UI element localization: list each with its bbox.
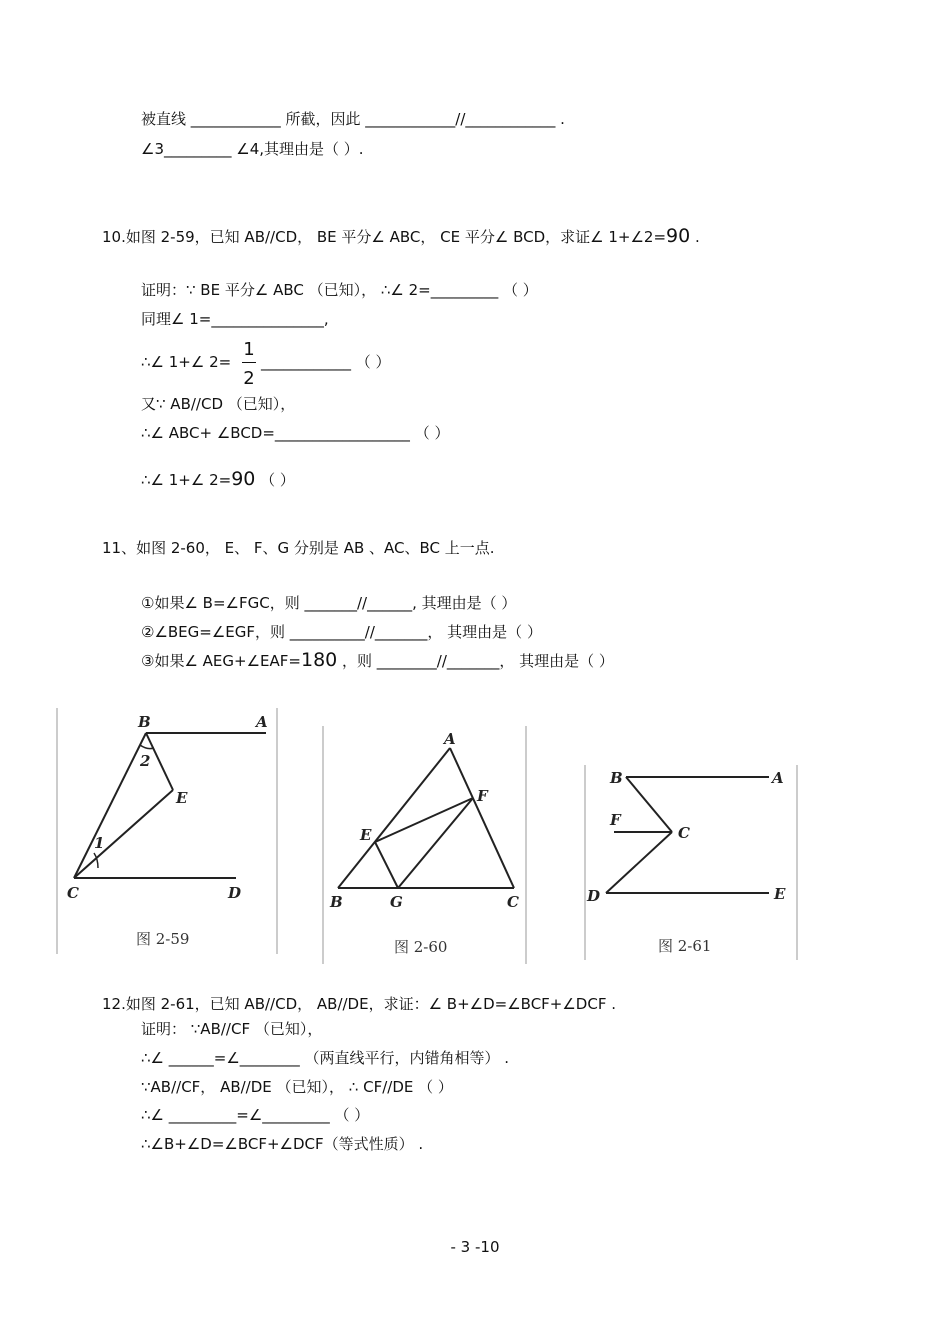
- q10-stem: [102, 226, 700, 247]
- label-D: D: [228, 884, 242, 902]
- q10-l6-text: ∴∠ 1+∠ 2=: [141, 471, 232, 489]
- label-C: C: [67, 884, 79, 902]
- q10-proof-line-1: 证明：∵ BE 平分∠ ABC （已知）， ∴∠ 2=_________ （ ）: [141, 281, 538, 299]
- q10-proof-line-3a: ∴∠ 1+∠ 2=: [141, 353, 232, 371]
- label-E: E: [176, 789, 188, 807]
- q10-stem-end: .: [690, 228, 700, 246]
- q12-proof-line-3: ∵AB//CF， AB//DE （已知）， ∴ CF//DE （ ）: [141, 1078, 453, 1096]
- label-F: F: [477, 787, 488, 805]
- fraction-numerator: 1: [243, 339, 255, 360]
- q10-stem-number: 90: [666, 225, 691, 247]
- label-G: G: [390, 893, 403, 911]
- continuation-line-1: 被直线 ____________ 所截，因此 ____________//____________ .: [141, 110, 565, 128]
- label-D: D: [587, 887, 601, 905]
- label-1: 1: [94, 834, 105, 852]
- q12-proof-line-5: ∴∠B+∠D=∠BCF+∠DCF（等式性质） .: [141, 1135, 424, 1153]
- q11-c-text: ③如果∠ AEG+∠EAF=: [141, 652, 301, 670]
- label-C: C: [507, 893, 519, 911]
- continuation-line-2: ∠3_________ ∠4,其理由是（ ）.: [141, 140, 364, 158]
- label-B: B: [330, 893, 343, 911]
- q11-c-end: ，则 ________//_______， 其理由是（ ）: [337, 652, 614, 670]
- q10-proof-line-3b: ____________ （ ）: [261, 353, 391, 371]
- q11-part-a: ①如果∠ B=∠FGC，则 _______//______, 其理由是（ ）: [141, 594, 517, 612]
- q12-proof-line-4: ∴∠ _________=∠_________ （ ）: [141, 1106, 370, 1124]
- q11-stem: 11、如图 2-60， E、 F、G 分别是 AB 、AC、BC 上一点.: [102, 539, 495, 557]
- label-E: E: [774, 885, 786, 903]
- q10-proof-line-2: 同理∠ 1=_______________,: [141, 310, 329, 328]
- q10-l6-number: 90: [231, 468, 256, 490]
- q10-proof-line-5: ∴∠ ABC+ ∠BCD=__________________ （ ）: [141, 424, 450, 442]
- q12-proof-line-2: ∴∠ ______=∠________ （两直线平行，内错角相等） .: [141, 1049, 510, 1067]
- page-number: - 3 -10: [450, 1238, 500, 1256]
- label-A: A: [444, 730, 456, 748]
- figure-2-59: [56, 708, 278, 954]
- label-B: B: [610, 769, 623, 787]
- q12-proof-line-1: 证明： ∵AB//CF （已知），: [141, 1020, 323, 1038]
- label-B: B: [138, 713, 151, 731]
- figure-caption: 图 2-59: [136, 930, 190, 948]
- label-2: 2: [140, 752, 151, 770]
- label-A: A: [256, 713, 268, 731]
- q11-part-b: ②∠BEG=∠EGF，则 __________//_______， 其理由是（ ）: [141, 623, 542, 641]
- label-A: A: [772, 769, 784, 787]
- figure-caption: 图 2-61: [658, 937, 712, 955]
- q10-proof-line-6: [141, 469, 295, 490]
- figure-2-60: [322, 726, 527, 964]
- q11-c-number: 180: [300, 649, 338, 671]
- q10-stem-text: 10.如图 2-59，已知 AB//CD， BE 平分∠ ABC， CE 平分∠ BCD，求证∠ 1+∠2=: [102, 228, 667, 246]
- label-F: F: [610, 811, 621, 829]
- figure-2-61: [584, 765, 800, 960]
- q12-stem: 12.如图 2-61，已知 AB//CD， AB//DE，求证：∠ B+∠D=∠BCF+∠DCF .: [102, 995, 616, 1013]
- fraction-denominator: 2: [243, 368, 255, 389]
- label-E: E: [360, 826, 372, 844]
- fraction-bar: [242, 362, 256, 363]
- q10-proof-line-4: 又∵ AB//CD （已知），: [141, 395, 296, 413]
- figure-caption: 图 2-60: [394, 938, 448, 956]
- label-C: C: [678, 824, 690, 842]
- q10-l6-end: （ ）: [255, 471, 295, 489]
- q11-part-c: [141, 650, 614, 671]
